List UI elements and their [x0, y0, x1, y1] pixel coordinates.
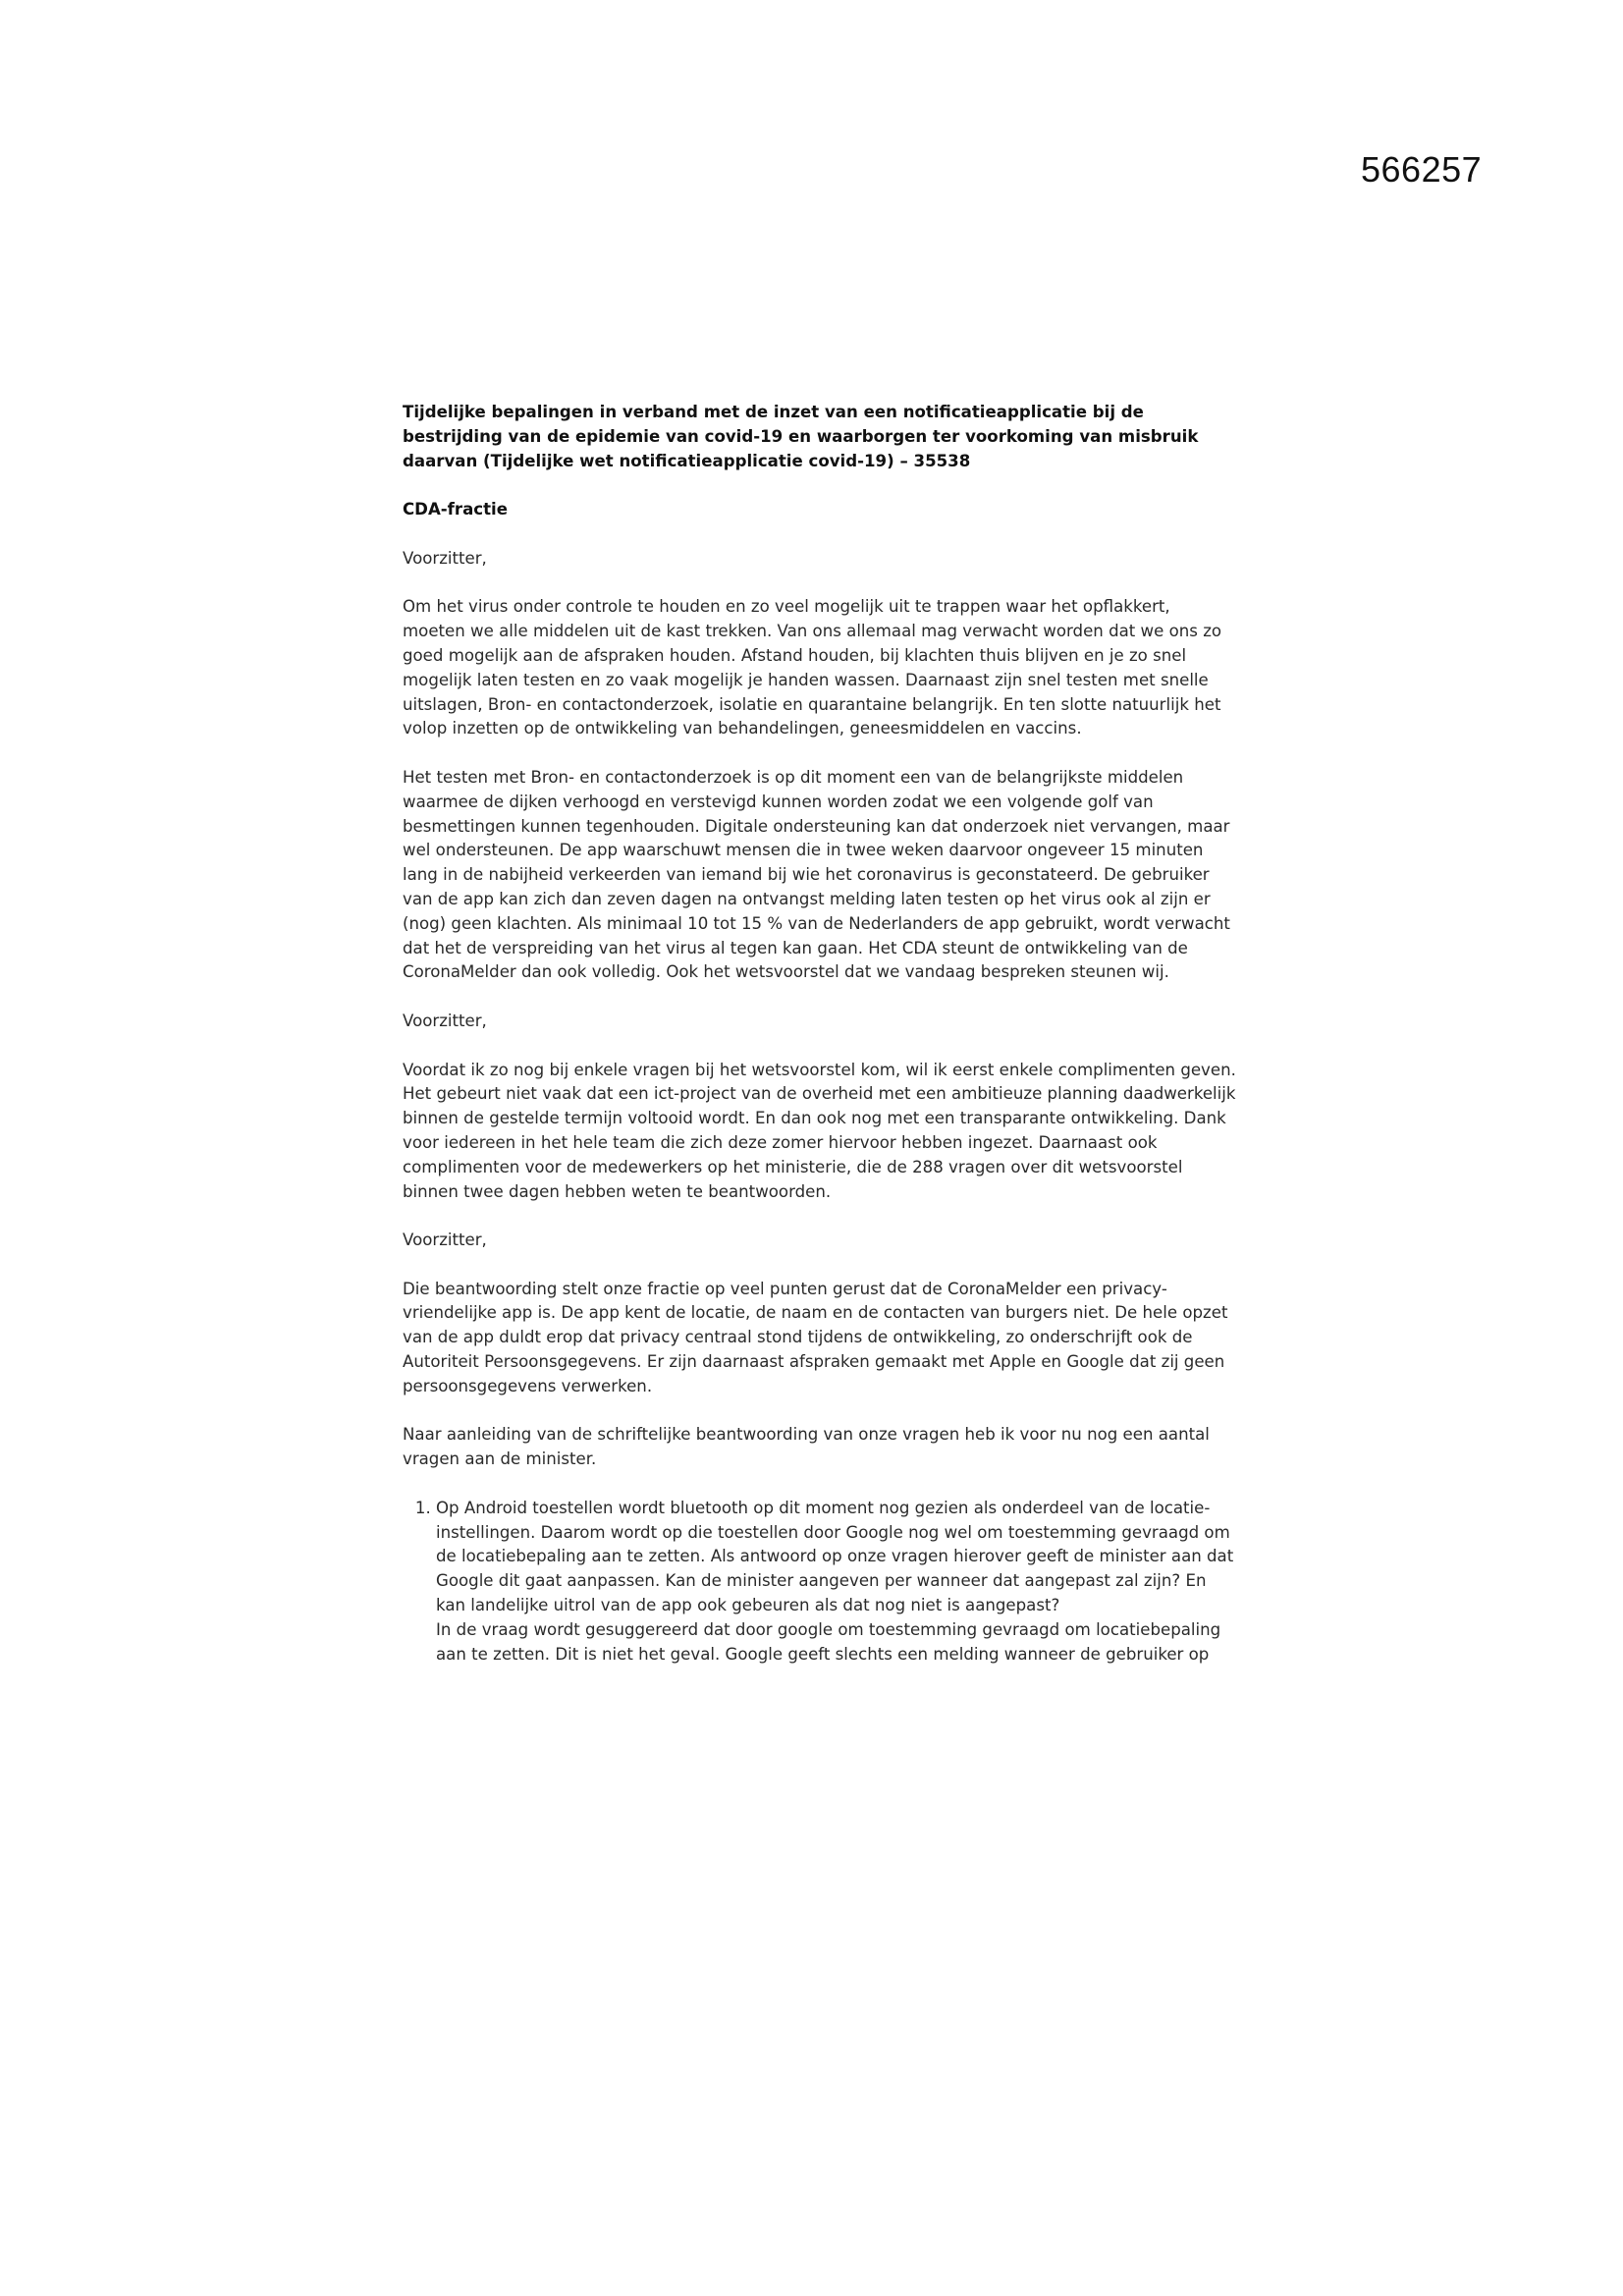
document-title: Tijdelijke bepalingen in verband met de inzet van een notificatieapplicatie bij de bestrijding van de epidemie van covid-19 en waarborgen ter voorkoming van misbruik daarvan (Tijdelijke wet notificatieapplicatie covid-19) – 35538 [403, 403, 1199, 470]
document-number: 566257 [1361, 149, 1483, 190]
salutation: Voorzitter, [403, 548, 487, 568]
list-item [436, 1497, 1237, 1667]
party-heading: CDA-fractie [403, 500, 508, 519]
salutation: Voorzitter, [403, 1230, 487, 1250]
questions-list [403, 1497, 1237, 1667]
document-body [403, 401, 1237, 1667]
question-text: Op Android toestellen wordt bluetooth op dit moment nog gezien als onderdeel van de locatie-instellingen. Daarom wordt op die toestellen door Google nog wel om toestemming gevraagd om de locatiebepaling aan te zetten. Als antwoord op onze vragen hierover geeft de minister aan dat Google dit gaat aanpassen. Kan de minister aangeven per wanneer dat aangepast zal zijn? En kan landelijke uitrol van de app ook gebeuren als dat nog niet is aangepast? [436, 1498, 1234, 1615]
paragraph: Naar aanleiding van de schriftelijke beantwoording van onze vragen heb ik voor nu nog een aantal vragen aan de minister. [403, 1425, 1210, 1469]
paragraph: Het testen met Bron- en contactonderzoek is op dit moment een van de belangrijkste middelen waarmee de dijken verhoogd en verstevigd kunnen worden zodat we een volgende golf van besmettingen kunnen tegenhouden. Digitale ondersteuning kan dat onderzoek niet vervangen, maar wel ondersteunen. De app waarschuwt mensen die in twee weken daarvoor ongeveer 15 minuten lang in de nabijheid verkeerden van iemand bij wie het coronavirus is geconstateerd. De gebruiker van de app kan zich dan zeven dagen na ontvangst melding laten testen op het virus ook al zijn er (nog) geen klachten. Als minimaal 10 tot 15 % van de Nederlanders de app gebruikt, wordt verwacht dat het de verspreiding van het virus al tegen kan gaan. Het CDA steunt de ontwikkeling van de CoronaMelder dan ook volledig. Ook het wetsvoorstel dat we vandaag bespreken steunen wij. [403, 767, 1230, 982]
paragraph: Voordat ik zo nog bij enkele vragen bij het wetsvoorstel kom, wil ik eerst enkele complimenten geven. Het gebeurt niet vaak dat een ict-project van de overheid met een ambitieuze planning daadwerkelijk binnen de gestelde termijn voltooid wordt. En dan ook nog met een transparante ontwikkeling. Dank voor iedereen in het hele team die zich deze zomer hiervoor hebben ingezet. Daarnaast ook complimenten voor de medewerkers op het ministerie, die de 288 vragen over dit wetsvoorstel binnen twee dagen hebben weten te beantwoorden. [403, 1060, 1236, 1201]
paragraph: Die beantwoording stelt onze fractie op veel punten gerust dat de CoronaMelder een privacy-vriendelijke app is. De app kent de locatie, de naam en de contacten van burgers niet. De hele opzet van de app duldt erop dat privacy centraal stond tijdens de ontwikkeling, zo onderschrijft ook de Autoriteit Persoonsgegevens. Er zijn daarnaast afspraken gemaakt met Apple en Google dat zij geen persoonsgegevens verwerken. [403, 1279, 1228, 1395]
salutation: Voorzitter, [403, 1011, 487, 1030]
paragraph: Om het virus onder controle te houden en zo veel mogelijk uit te trappen waar het opflakkert, moeten we alle middelen uit de kast trekken. Van ons allemaal mag verwacht worden dat we ons zo goed mogelijk aan de afspraken houden. Afstand houden, bij klachten thuis blijven en je zo snel mogelijk laten testen en zo vaak mogelijk je handen wassen. Daarnaast zijn snel testen met snelle uitslagen, Bron- en contactonderzoek, isolatie en quarantaine belangrijk. En ten slotte natuurlijk het volop inzetten op de ontwikkeling van behandelingen, geneesmiddelen en vaccins. [403, 597, 1222, 738]
answer-text: In de vraag wordt gesuggereerd dat door google om toestemming gevraagd om locatiebepaling aan te zetten. Dit is niet het geval. Google geeft slechts een melding wanneer de gebruiker op [436, 1619, 1221, 1664]
